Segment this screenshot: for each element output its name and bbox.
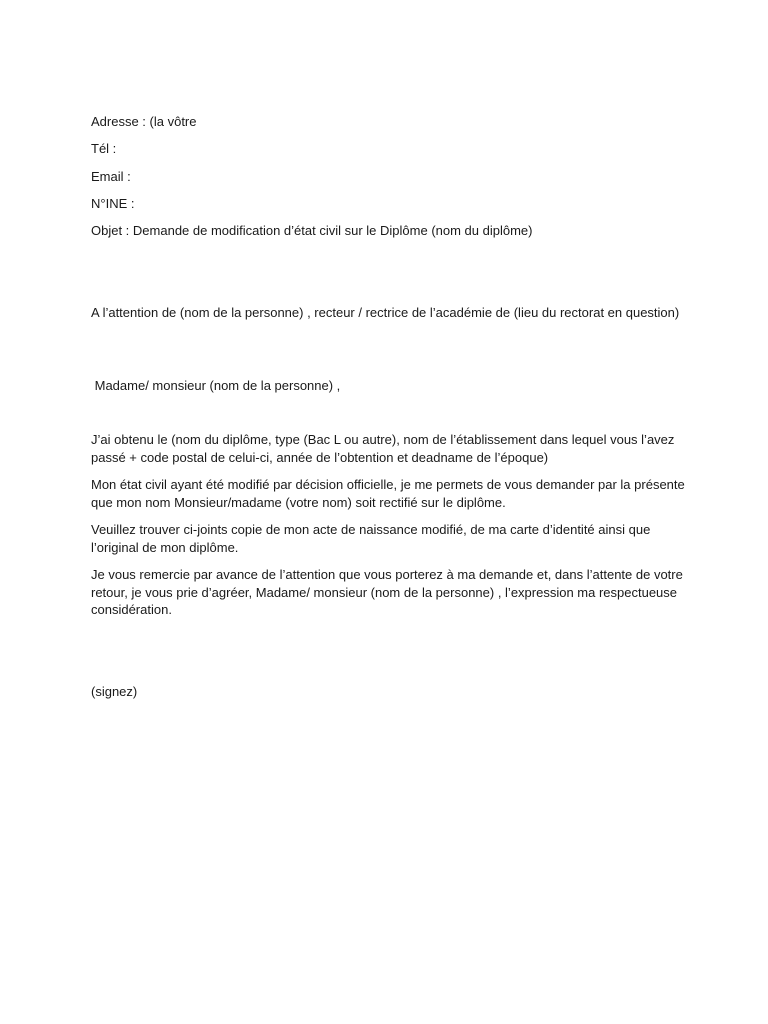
phone-line: Tél : [91,141,117,156]
body-paragraph: Veuillez trouver ci-joints copie de mon acte de naissance modifié, de ma carte d’identité ainsi que l’original de mon diplôme. [91,522,654,555]
ine-line: N°INE : [91,196,135,211]
signature-line: (signez) [91,684,138,699]
body-paragraph: J’ai obtenu le (nom du diplôme, type (Bac L ou autre), nom de l’établissement dans lequel vous l’avez passé + code postal de celui-ci, année de l’obtention et deadname de l’époque) [91,432,679,465]
body-paragraph: Je vous remercie par avance de l’attention que vous porterez à ma demande et, dans l’attente de votre retour, je vous prie d’agréer, Madame/ monsieur (nom de la personne) , l’expression ma respectueuse considération. [91,567,687,617]
salutation-line: Madame/ monsieur (nom de la personne) , [91,378,341,393]
subject-line: Objet : Demande de modification d’état civil sur le Diplôme (nom du diplôme) [91,223,533,238]
recipient-paragraph: A l’attention de (nom de la personne) , recteur / rectrice de l’académie de (lieu du rectorat en question) [91,305,680,320]
address-line: Adresse : (la vôtre [91,114,197,129]
body-paragraph: Mon état civil ayant été modifié par décision officielle, je me permets de vous demander par la présente que mon nom Monsieur/madame (votre nom) soit rectifié sur le diplôme. [91,477,689,510]
email-line: Email : [91,169,131,184]
